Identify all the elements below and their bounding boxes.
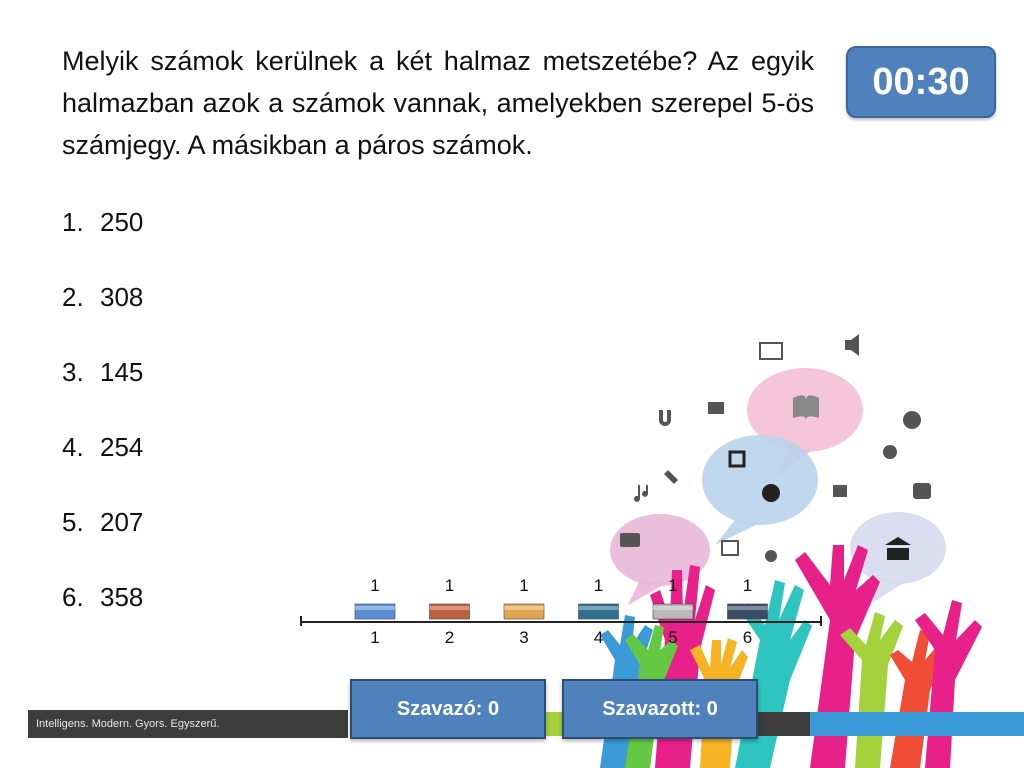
chart-category-label: 2	[444, 628, 455, 647]
countdown-timer: 00:30	[846, 46, 996, 118]
answer-label: 145	[100, 357, 144, 387]
answer-number: 4.	[62, 432, 84, 462]
answer-number: 6.	[62, 582, 84, 612]
chart-category-label: 3	[519, 628, 529, 647]
answer-number: 3.	[62, 357, 84, 387]
chart-category-label: 5	[668, 628, 678, 647]
chart-value-label: 1	[742, 576, 753, 595]
chart-category-label: 1	[370, 628, 380, 647]
question-text: Melyik számok kerülnek a két halmaz metszetébe? Az egyik halmazban azok a számok vannak, amelyekben szerepel 5-ös számjegy. A másikban a páros számok.	[62, 46, 814, 160]
chart-bar-highlight	[579, 606, 619, 610]
answer-label: 254	[100, 432, 144, 462]
chart-bar-highlight	[728, 606, 768, 610]
answer-label: 207	[100, 507, 144, 537]
answer-label: 250	[100, 207, 144, 237]
chart-value-label: 1	[370, 576, 380, 595]
chart-category-label: 4	[593, 628, 604, 647]
voted-count-button[interactable]: Szavazott: 0	[562, 679, 758, 739]
chart-value-label: 1	[444, 576, 455, 595]
chart-bar-highlight	[430, 606, 470, 610]
answer-label: 358	[100, 582, 144, 612]
chart-value-label: 1	[593, 576, 604, 595]
answer-label: 308	[100, 282, 144, 312]
answer-number: 5.	[62, 507, 84, 537]
voters-count-button[interactable]: Szavazó: 0	[350, 679, 546, 739]
chart-category-label: 6	[742, 628, 753, 647]
chart-value-label: 1	[668, 576, 678, 595]
chart-bar-highlight	[355, 606, 395, 610]
footer-tagline: Intelligens. Modern. Gyors. Egyszerű.	[36, 718, 220, 730]
chart-bar-highlight	[504, 606, 544, 610]
answer-number: 2.	[62, 282, 84, 312]
chart-bar-highlight	[653, 606, 693, 610]
chart-value-label: 1	[519, 576, 529, 595]
answer-number: 1.	[62, 207, 84, 237]
footer-tagline-bar	[28, 710, 348, 738]
